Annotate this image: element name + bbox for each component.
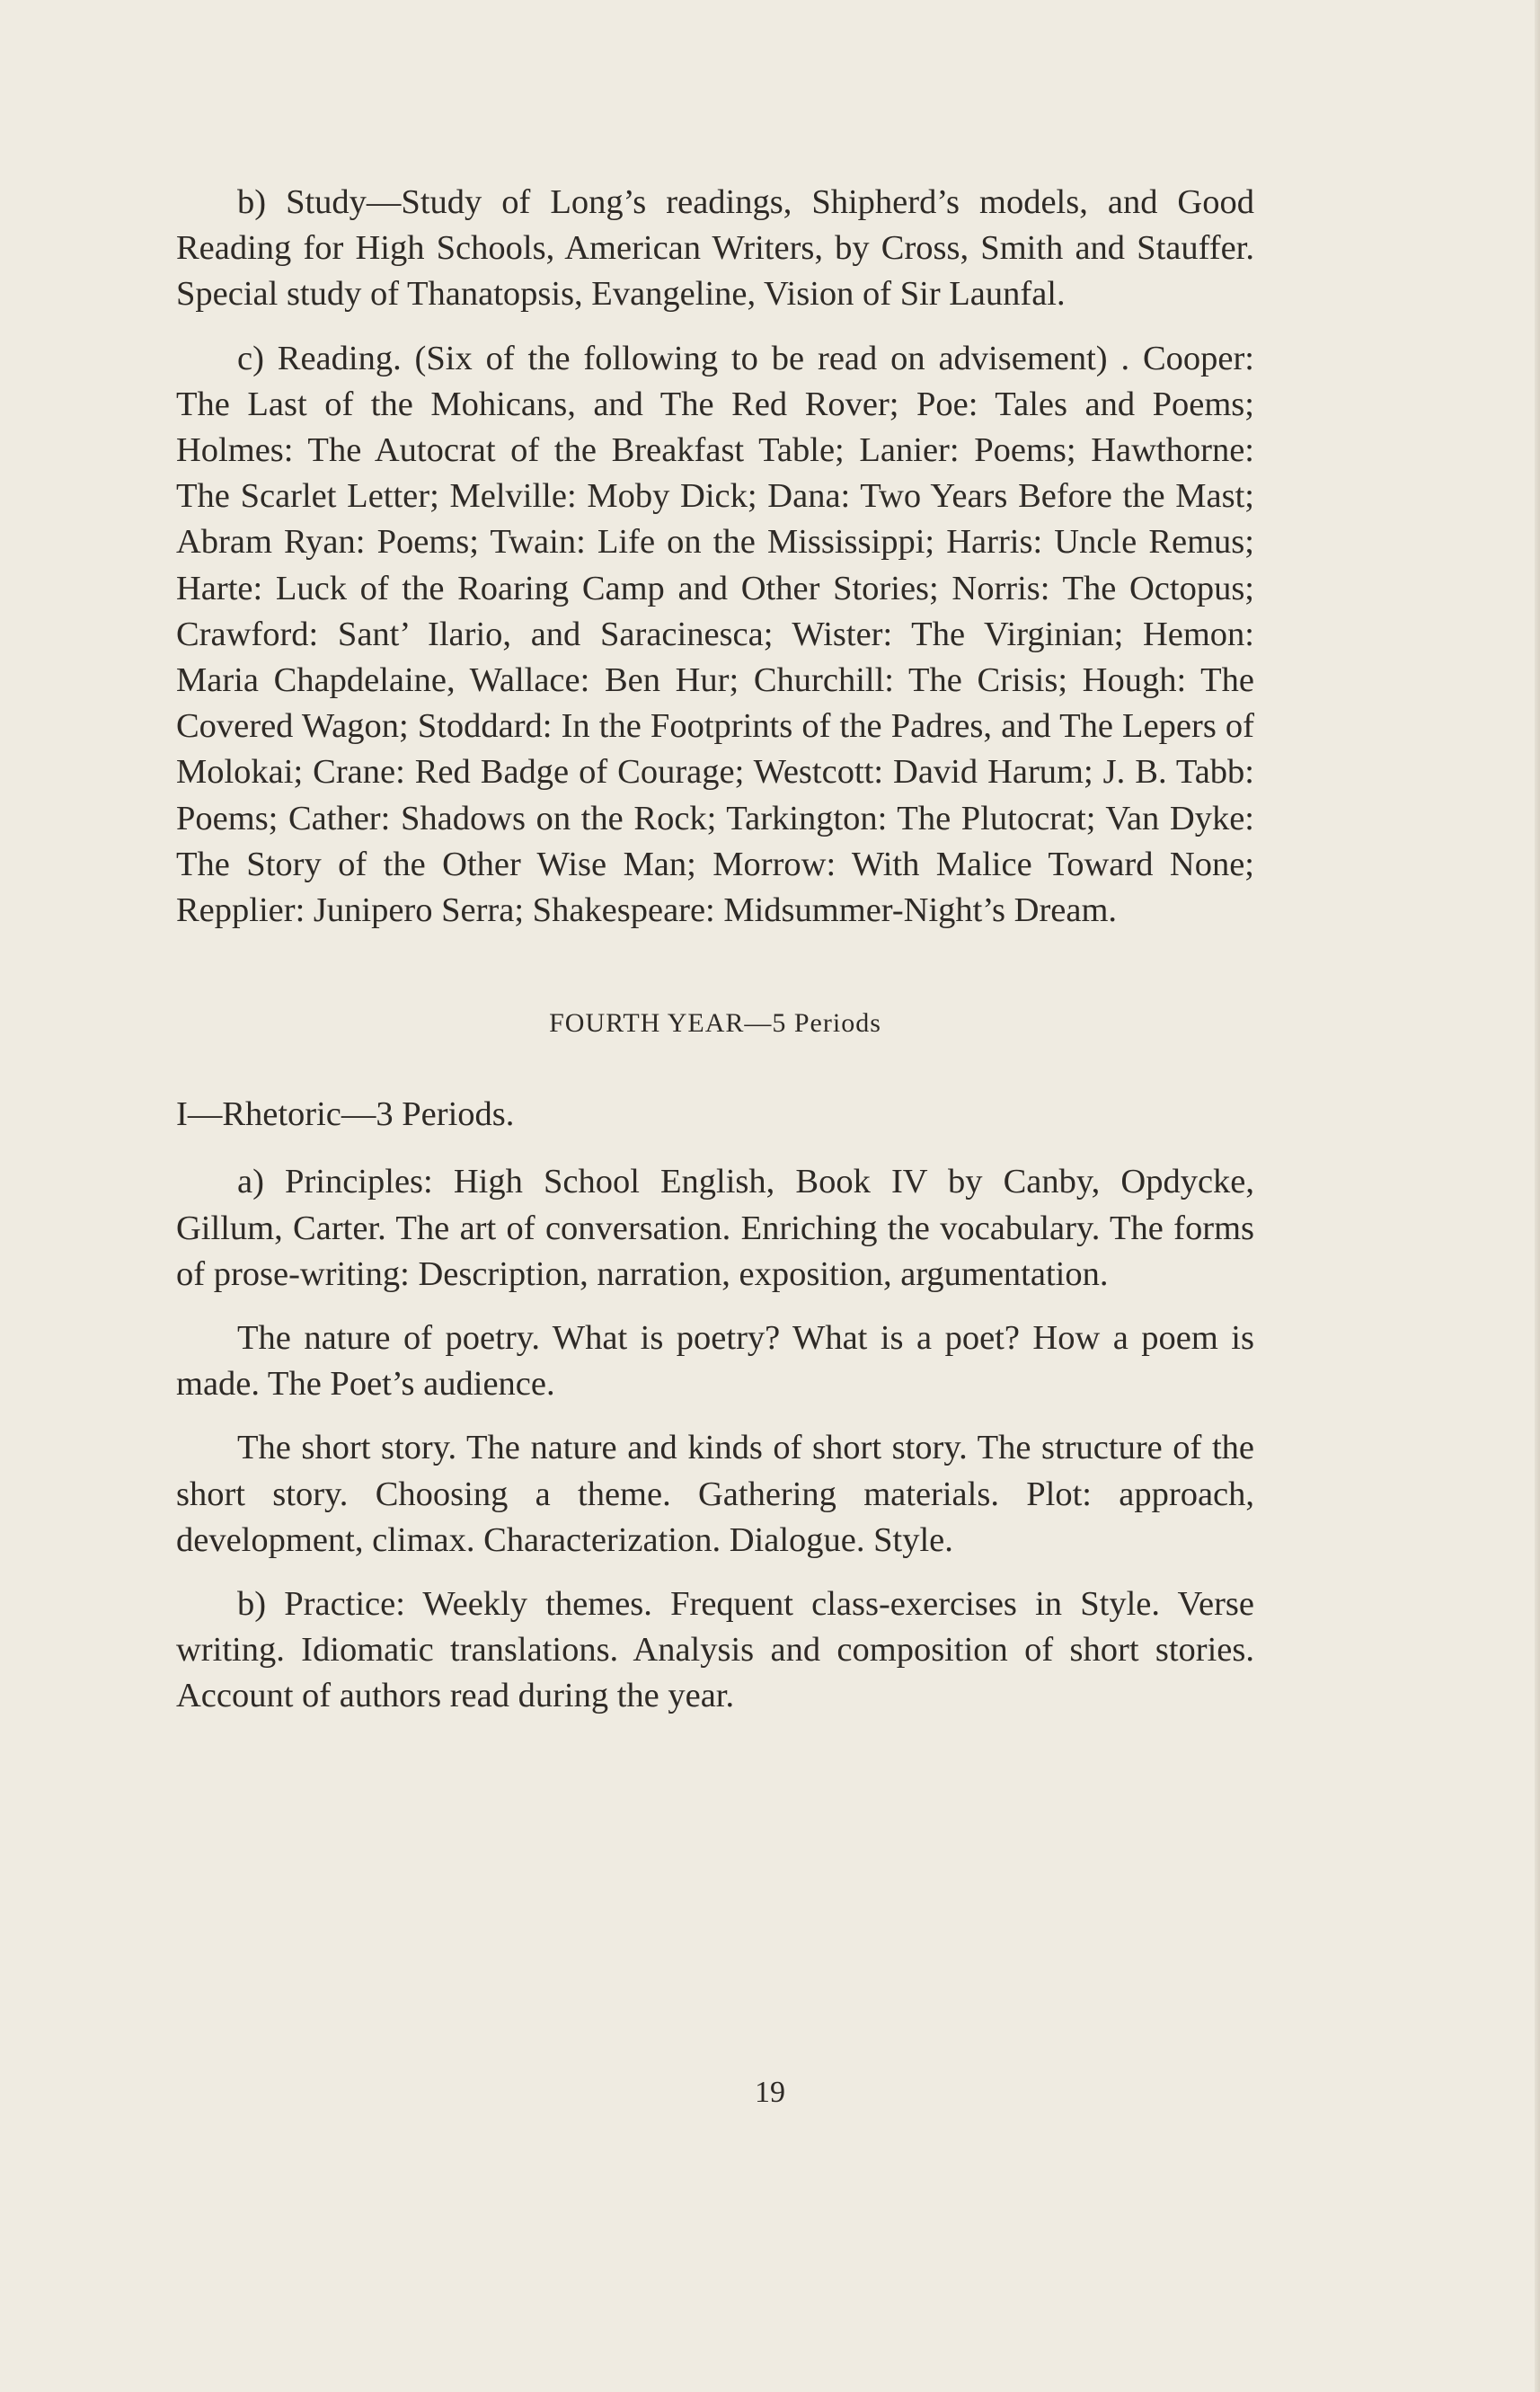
paragraph-principles: a) Principles: High School English, Book IV by Canby, Opdycke, Gillum, Carter. The art of conversation. Enriching the vocabulary. The forms of prose-writing: Description, narration, exposition, argumentation. (176, 1163, 1254, 1293)
page-body (176, 180, 1254, 1738)
sub-heading-rhetoric: I—Rhetoric—3 Periods. (176, 1095, 515, 1134)
paragraph-study: b) Study—Study of Long’s readings, Shipherd’s models, and Good Reading for High Schools, American Writers, by Cross, Smith and Stauffer. Special study of Thanatopsis, Evangeline, Vision of Sir Launfal. (176, 183, 1254, 314)
section-heading-fourth-year: FOURTH YEAR—5 Periods (549, 1008, 881, 1039)
paragraph-practice: b) Practice: Weekly themes. Frequent class-exercises in Style. Verse writing. Idiomatic translations. Analysis and composition of short stories. Account of authors read during the year. (176, 1585, 1254, 1715)
paragraph-reading-list: c) Reading. (Six of the following to be read on advisement) . Cooper: The Last of the Mohicans, and The Red Rover; Poe: Tales and Poems; Holmes: The Autocrat of the Breakfast Table; Lanier: Poems; Hawthorne: The Scarlet Letter; Melville: Moby Dick; Dana: Two Years Before the Mast; Abram Ryan: Poems; Twain: Life on the Mississippi; Harris: Uncle Remus; Harte: Luck of the Roaring Camp and Other Stories; Norris: The Octopus; Crawford: Sant’ Ilario, and Saracinesca; Wister: The Virginian; Hemon: Maria Chapdelaine, Wallace: Ben Hur; Churchill: The Crisis; Hough: The Covered Wagon; Stoddard: In the Footprints of the Padres, and The Lepers of Molokai; Crane: Red Badge of Courage; Westcott: David Harum; J. B. Tabb: Poems; Cather: Shadows on the Rock; Tarkington: The Plutocrat; Van Dyke: The Story of the Other Wise Man; Morrow: With Malice Toward None; Repplier: Junipero Serra; Shakespeare: Midsummer-Night’s Dream. (176, 339, 1254, 930)
paragraph-short-story: The short story. The nature and kinds of short story. The structure of the short story. Choosing a theme. Gathering materials. Plot: approach, development, climax. Characterization. Dialogue. Style. (176, 1429, 1254, 1559)
page-number: 19 (755, 2076, 785, 2109)
paragraph-poetry: The nature of poetry. What is poetry? What is a poet? How a poem is made. The Poet’s audience. (176, 1319, 1254, 1404)
page-edge (1535, 0, 1540, 2392)
